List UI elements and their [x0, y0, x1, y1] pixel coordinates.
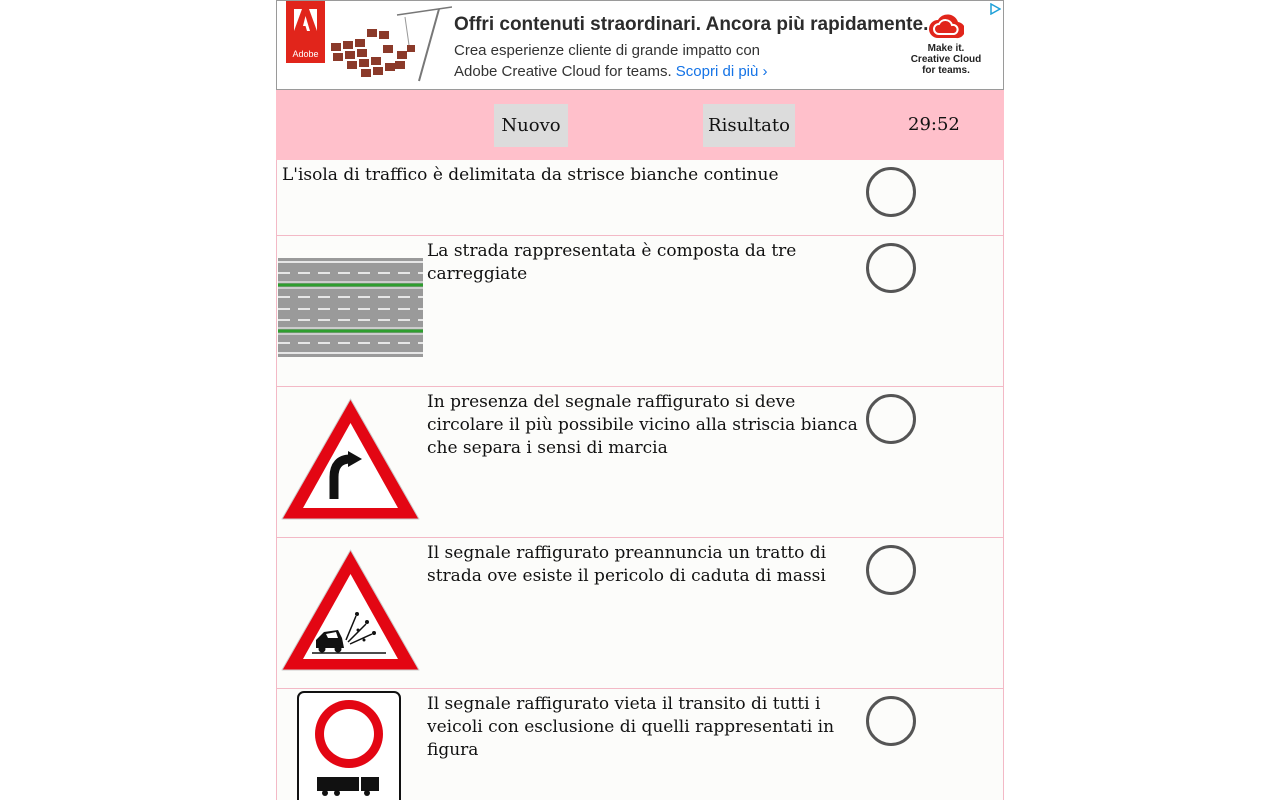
question-row	[276, 538, 1004, 689]
falling-rocks-warning-sign	[278, 546, 423, 674]
page	[276, 0, 1004, 800]
ad-tagline	[893, 43, 999, 76]
creative-cloud-icon	[928, 12, 964, 40]
adchoices-icon[interactable]	[989, 3, 1001, 15]
adobe-logo[interactable]	[286, 1, 325, 63]
question-text: Il segnale raffigurato preannuncia un tratto di strada ove esiste il pericolo di caduta di massi	[427, 543, 827, 586]
ad-headline: Offri contenuti straordinari. Ancora più rapidamente.	[454, 14, 929, 35]
ad-body-line-2	[454, 63, 768, 80]
quiz-toolbar	[276, 90, 1004, 160]
answer-radio[interactable]	[866, 394, 916, 444]
question-row	[276, 387, 1004, 538]
answer-radio[interactable]	[866, 696, 916, 746]
new-quiz-button[interactable]: Nuovo	[494, 104, 568, 147]
ad-banner[interactable]	[276, 0, 1004, 90]
road-diagram-image	[278, 258, 423, 357]
question-text: Il segnale raffigurato vieta il transito di tutti i veicoli con esclusione di quelli rappresentati in figura	[427, 694, 835, 760]
adobe-brand-text: Adobe	[292, 49, 319, 59]
ad-tagline-3: for teams.	[922, 65, 970, 76]
ad-artwork	[327, 1, 452, 89]
ad-cta-link[interactable]: Scopri di più ›	[675, 63, 768, 80]
ad-body-line-2-text: Adobe Creative Cloud for teams.	[454, 63, 672, 80]
ad-body-line-1: Crea esperienze cliente di grande impatto con	[454, 42, 761, 59]
question-text: In presenza del segnale raffigurato si deve circolare il più possibile vicino alla striscia bianca che separa i sensi di marcia	[427, 392, 858, 458]
answer-radio[interactable]	[866, 545, 916, 595]
question-text: La strada rappresentata è composta da tre carreggiate	[427, 241, 797, 284]
question-row	[276, 160, 1004, 236]
curve-right-warning-sign	[278, 395, 423, 523]
ad-tagline-1: Make it.	[927, 43, 965, 54]
question-row	[276, 689, 1004, 800]
result-button[interactable]: Risultato	[703, 104, 795, 147]
ad-tagline-2: Creative Cloud	[910, 54, 982, 65]
answer-radio[interactable]	[866, 167, 916, 217]
no-vehicles-sign-with-truck-panel	[297, 691, 401, 800]
adobe-logo-icon	[294, 9, 317, 31]
question-row	[276, 236, 1004, 387]
question-text: L'isola di traffico è delimitata da strisce bianche continue	[282, 165, 779, 185]
countdown-timer: 29:52	[908, 114, 960, 135]
answer-radio[interactable]	[866, 243, 916, 293]
